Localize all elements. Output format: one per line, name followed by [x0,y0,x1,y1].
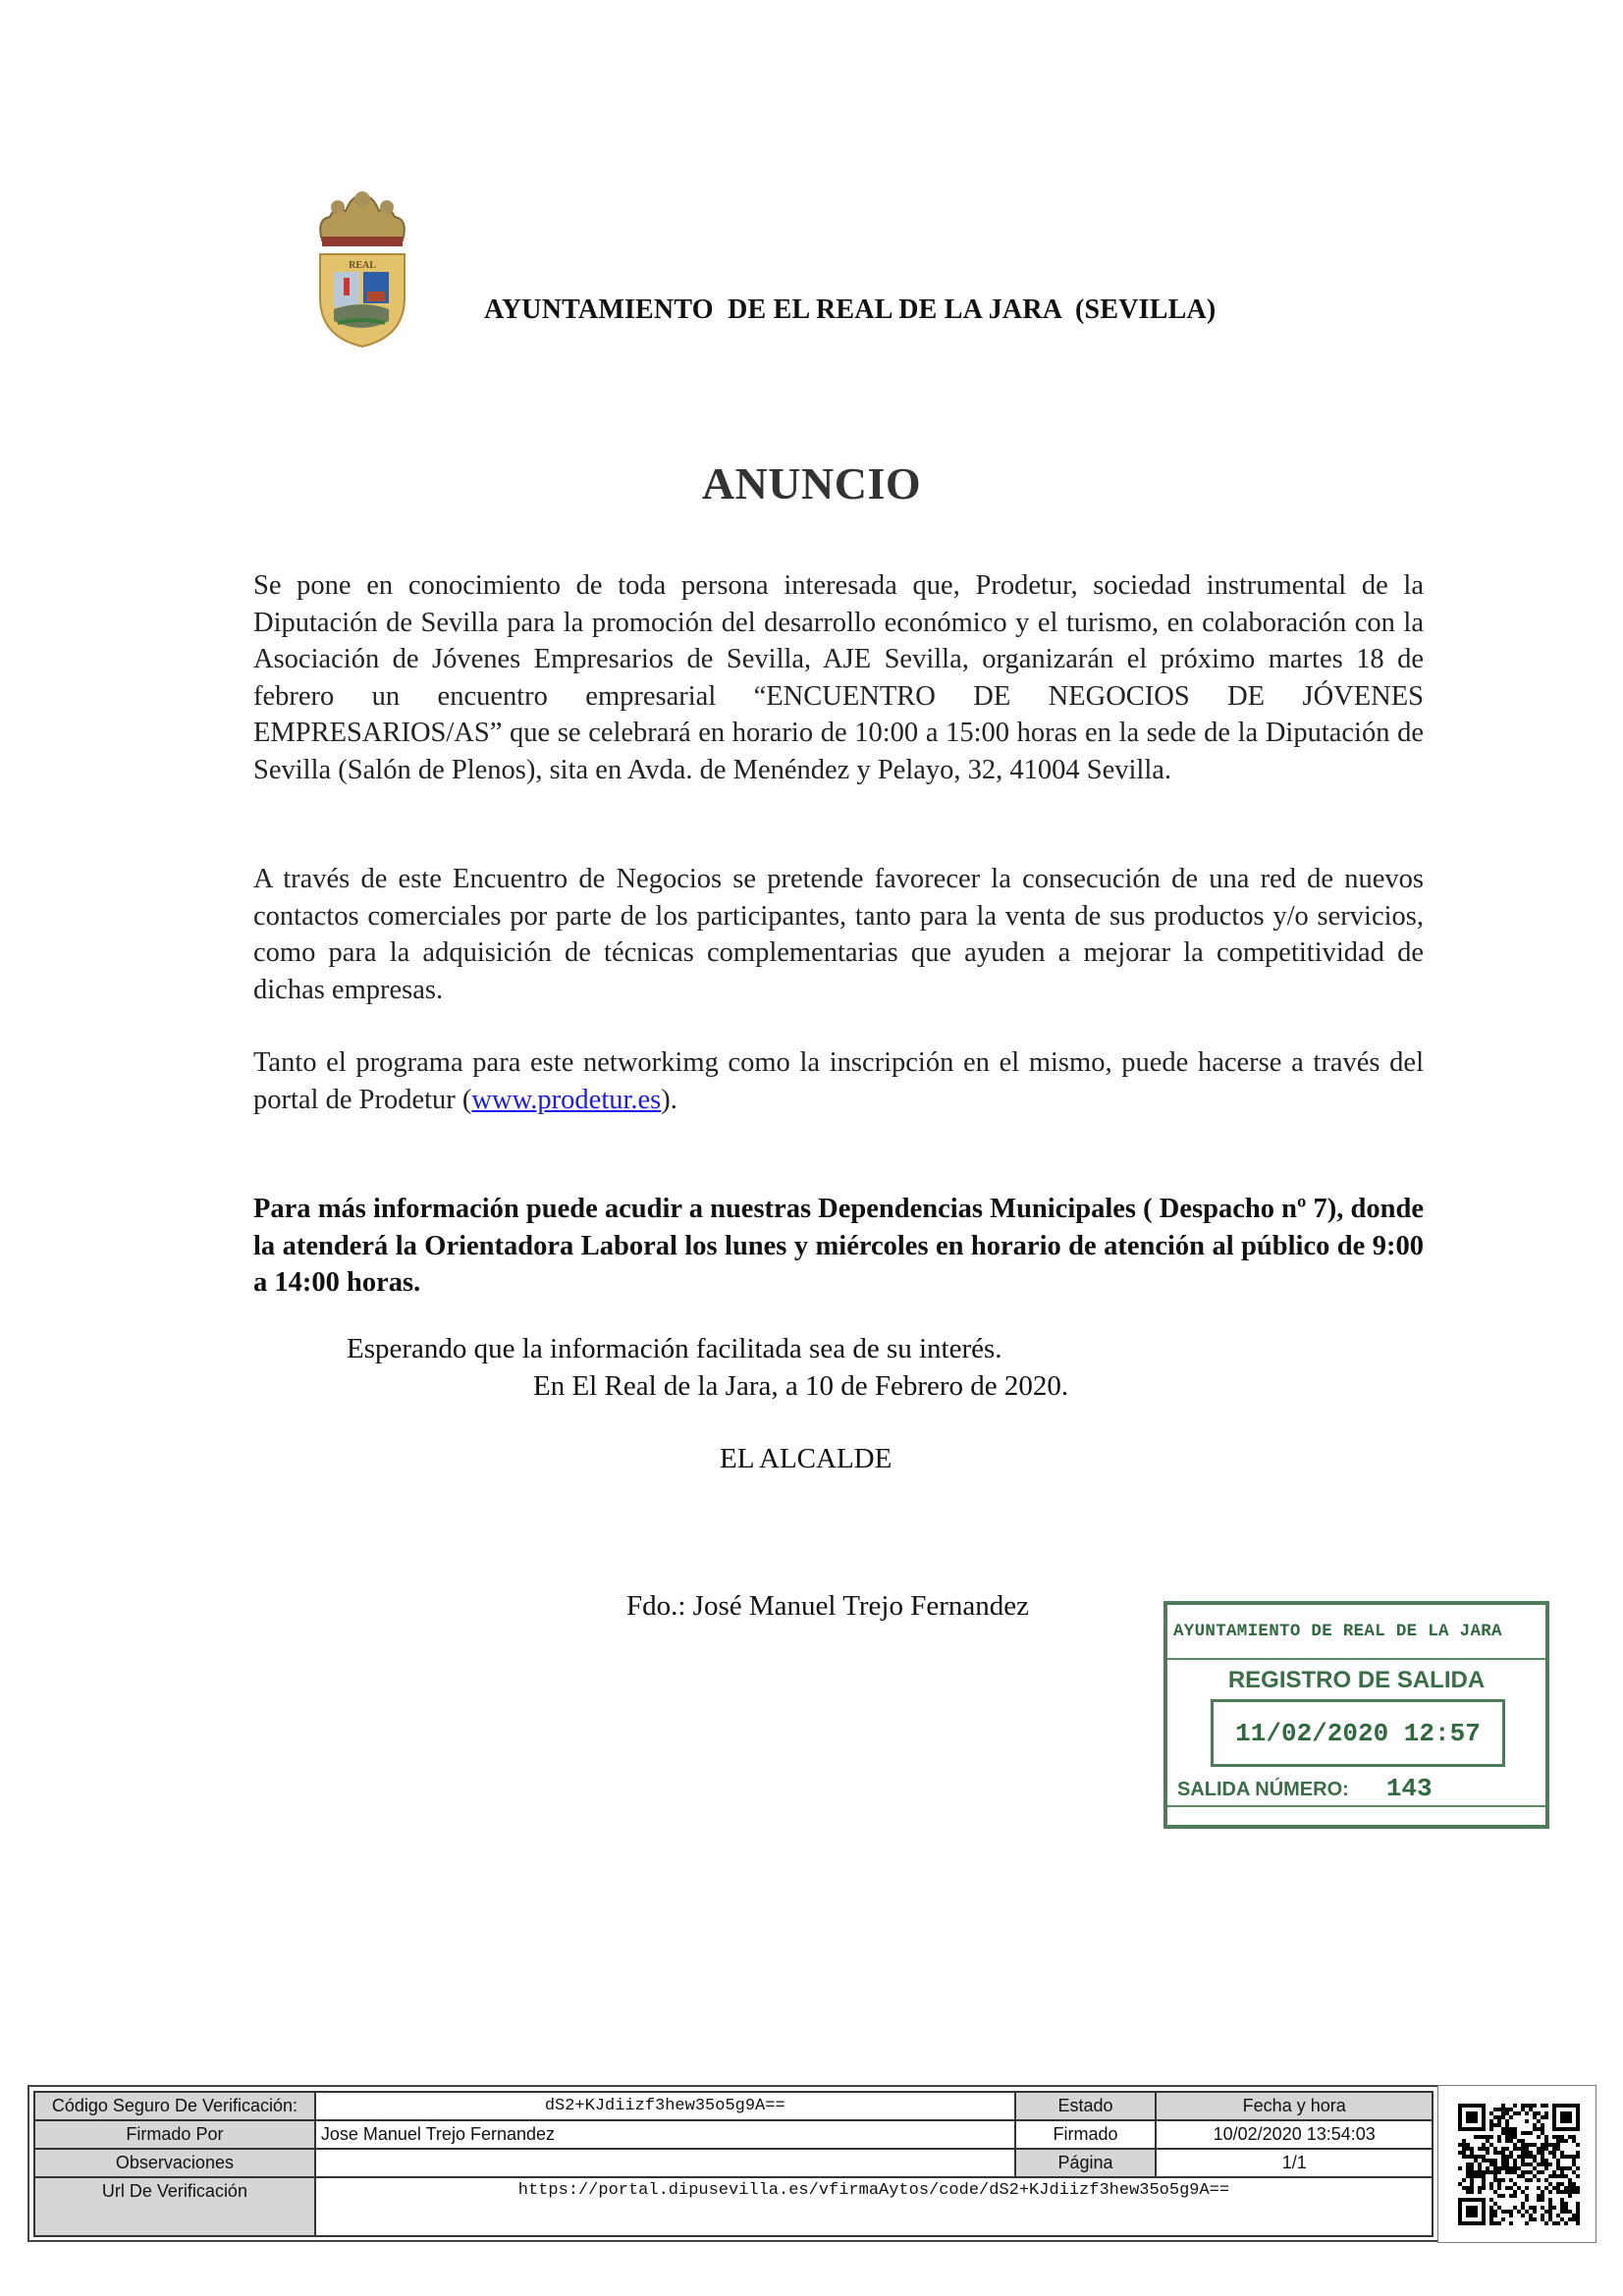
firmado-por-label: Firmado Por [34,2120,315,2149]
registration-text: Tanto el programa para este networkimg como la inscripción en el mismo, puede hacerse a través del portal de Prodetur ( [253,1047,1424,1115]
paragraph-registration [253,1044,1424,1118]
table-row [34,2120,1433,2149]
registry-stamp [1163,1601,1549,1829]
verification-box [27,2085,1439,2242]
fecha-label: Fecha y hora [1156,2092,1433,2120]
paragraph-more-info: Para más información puede acudir a nuestras Dependencias Municipales ( Despacho nº 7), donde la atenderá la Orientadora Laboral los lunes y miércoles en horario de atención al público de 9:00 a 14:00 horas. [253,1194,1424,1298]
place-and-date: En El Real de la Jara, a 10 de Febrero de 2020. [533,1370,1069,1402]
table-row [34,2092,1433,2120]
qr-code-icon [1458,2104,1580,2225]
pagina-value: 1/1 [1156,2149,1433,2177]
verification-table [33,2091,1434,2237]
observaciones-value [315,2149,1015,2177]
signature-line: Fdo.: José Manuel Trejo Fernandez [626,1590,1029,1622]
registration-text-end: ). [661,1084,677,1115]
coat-of-arms-icon [308,189,416,348]
stamp-number-row [1177,1774,1433,1803]
closing-line: Esperando que la información facilitada sea de su interés. [347,1333,1002,1364]
estado-value: Firmado [1015,2120,1157,2149]
document-title: ANUNCIO [701,458,922,508]
csv-label: Código Seguro De Verificación: [34,2092,315,2120]
stamp-number-label: SALIDA NÚMERO: [1177,1779,1349,1800]
firmado-por-value: Jose Manuel Trejo Fernandez [315,2120,1015,2149]
verification-url[interactable]: https://portal.dipusevilla.es/vfirmaAytos/code/dS2+KJdiizf3hew35o5g9A== [315,2177,1433,2236]
stamp-title: REGISTRO DE SALIDA [1227,1667,1486,1693]
crest-text: REAL [349,260,376,271]
stamp-organization: AYUNTAMIENTO DE REAL DE LA JARA [1167,1605,1545,1660]
estado-label: Estado [1015,2092,1157,2120]
stamp-number: 143 [1385,1774,1433,1803]
observaciones-label: Observaciones [34,2149,315,2177]
qr-code-box [1437,2085,1596,2243]
paragraph-event-purpose: A través de este Encuentro de Negocios se pretende favorecer la consecución de una red de nuevos contactos comerciales por parte de los participantes, tanto para la venta de sus productos y/o servicios, como para la adquisición de técnicas complementarias que ayuden a mejorar la competitividad de dichas empresas. [253,864,1424,1005]
fecha-value: 10/02/2020 13:54:03 [1156,2120,1433,2149]
url-label: Url De Verificación [34,2177,315,2236]
organization-header: AYUNTAMIENTO DE EL REAL DE LA JARA (SEVILLA) [484,294,1217,325]
csv-value: dS2+KJdiizf3hew35o5g9A== [315,2092,1015,2120]
table-row [34,2149,1433,2177]
table-row [34,2177,1433,2236]
prodetur-link[interactable]: www.prodetur.es [471,1084,662,1115]
stamp-divider [1167,1805,1545,1807]
stamp-datetime: 11/02/2020 12:57 [1211,1699,1505,1767]
signer-title: EL ALCALDE [720,1443,893,1474]
pagina-label: Página [1015,2149,1157,2177]
paragraph-event-announcement: Se pone en conocimiento de toda persona interesada que, Prodetur, sociedad instrumental de la Diputación de Sevilla para la promoción del desarrollo económico y el turismo, en colaboración con la Asociación de Jóvenes Empresarios de Sevilla, AJE Sevilla, organizarán el próximo martes 18 de febrero un encuentro empresarial “ENCUENTRO DE NEGOCIOS DE JÓVENES EMPRESARIOS/AS” que se celebrará en horario de 10:00 a 15:00 horas en la sede de la Diputación de Sevilla (Salón de Plenos), sita en Avda. de Menéndez y Pelayo, 32, 41004 Sevilla. [253,570,1424,785]
